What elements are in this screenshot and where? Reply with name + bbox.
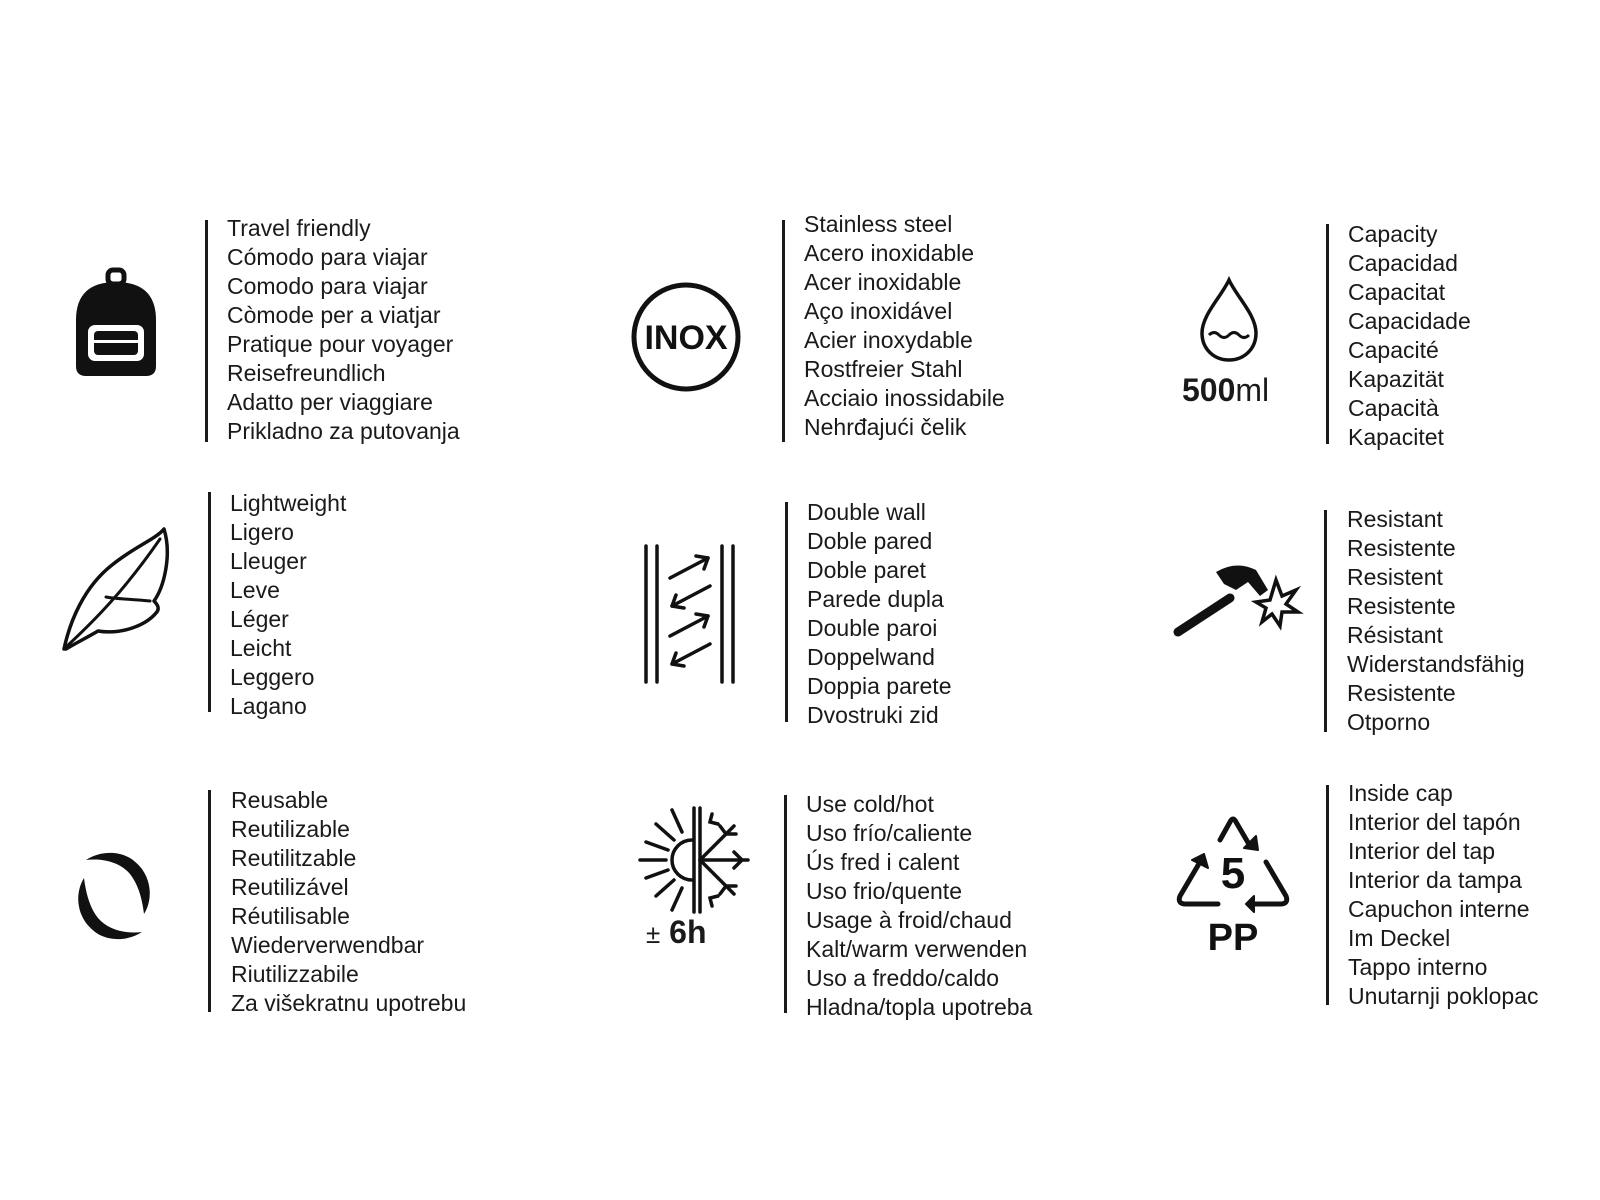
inox-text: INOX xyxy=(644,319,728,357)
water-drop-icon xyxy=(1199,277,1259,363)
label-line: Uso frío/caliente xyxy=(806,820,973,846)
label-line: Ús fred i calent xyxy=(806,849,960,875)
label-line: Lleuger xyxy=(230,548,307,574)
label-line: Doppia parete xyxy=(807,673,952,699)
label-line: Im Deckel xyxy=(1348,925,1451,951)
label-line: Resistant xyxy=(1347,506,1443,532)
label-line: Adatto per viaggiare xyxy=(227,389,433,415)
label-line: Acier inoxydable xyxy=(804,327,973,353)
label-line: Reutilitzable xyxy=(231,845,357,871)
label-line: Inside cap xyxy=(1348,780,1453,806)
label-line: Otporno xyxy=(1347,709,1431,735)
label-line: Capacidad xyxy=(1348,250,1458,276)
label-line: Capacitat xyxy=(1348,279,1446,305)
label-line: Lightweight xyxy=(230,490,347,516)
label-line: Use cold/hot xyxy=(806,791,934,817)
label-line: Resistent xyxy=(1347,564,1443,590)
reuse-cycle-icon xyxy=(68,850,160,942)
label-line: Unutarnji poklopac xyxy=(1348,983,1539,1009)
label-line: Capacità xyxy=(1348,395,1439,421)
label-line: Rostfreier Stahl xyxy=(804,356,963,382)
label-line: Wiederverwendbar xyxy=(231,932,425,958)
label-line: Doppelwand xyxy=(807,644,935,670)
label-line: Léger xyxy=(230,606,289,632)
duration-caption xyxy=(646,914,707,951)
label-line: Reutilizável xyxy=(231,874,349,900)
label-line: Reisefreundlich xyxy=(227,360,386,386)
label-line: Capacidade xyxy=(1348,308,1471,334)
label-line: Kapazität xyxy=(1348,366,1444,392)
label-line: Interior del tapón xyxy=(1348,809,1521,835)
double-wall-icon xyxy=(642,544,738,684)
recycle-pp-5-icon xyxy=(1170,800,1296,960)
label-line: Riutilizzabile xyxy=(231,961,359,987)
label-line: Capuchon interne xyxy=(1348,896,1530,922)
label-line: Capacité xyxy=(1348,337,1439,363)
label-line: Interior del tap xyxy=(1348,838,1496,864)
label-line: Hladna/topla upotreba xyxy=(806,994,1033,1020)
recycle-number: 5 xyxy=(1220,849,1246,898)
label-line: Resistente xyxy=(1347,593,1456,619)
label-line: Doble pared xyxy=(807,528,933,554)
label-line: Doble paret xyxy=(807,557,926,583)
label-line: Leve xyxy=(230,577,280,603)
label-line: Kapacitet xyxy=(1348,424,1444,450)
label-line: Prikladno za putovanja xyxy=(227,418,460,444)
capacity-unit: ml xyxy=(1235,372,1270,408)
label-line: Reusable xyxy=(231,787,329,813)
label-line: Nehrđajući čelik xyxy=(804,414,967,440)
plus-minus-sign: ± xyxy=(646,919,661,949)
capacity-caption xyxy=(1182,372,1269,409)
label-line: Réutilisable xyxy=(231,903,350,929)
label-line: Travel friendly xyxy=(227,215,371,241)
label-line: Ligero xyxy=(230,519,294,545)
label-line: Widerstandsfähig xyxy=(1347,651,1525,677)
duration-text: 6h xyxy=(669,914,707,950)
label-line: Dvostruki zid xyxy=(807,702,939,728)
label-line: Tappo interno xyxy=(1348,954,1488,980)
label-line: Uso frio/quente xyxy=(806,878,962,904)
label-line: Reutilizable xyxy=(231,816,350,842)
label-line: Usage à froid/chaud xyxy=(806,907,1012,933)
label-line: Acciaio inossidabile xyxy=(804,385,1005,411)
label-line: Leicht xyxy=(230,635,292,661)
label-line: Acero inoxidable xyxy=(804,240,975,266)
label-line: Cómodo para viajar xyxy=(227,244,428,270)
hammer-impact-icon xyxy=(1172,560,1298,640)
label-line: Stainless steel xyxy=(804,211,953,237)
label-line: Resistente xyxy=(1347,535,1456,561)
label-line: Za višekratnu upotrebu xyxy=(231,990,467,1016)
label-line: Acer inoxidable xyxy=(804,269,962,295)
label-line: Kalt/warm verwenden xyxy=(806,936,1028,962)
label-line: Parede dupla xyxy=(807,586,944,612)
label-line: Leggero xyxy=(230,664,315,690)
label-line: Aço inoxidável xyxy=(804,298,953,324)
material-code: PP xyxy=(1207,917,1259,959)
feather-icon xyxy=(60,525,172,653)
capacity-number: 500 xyxy=(1182,372,1236,408)
backpack-icon xyxy=(76,270,156,378)
label-line: Double paroi xyxy=(807,615,938,641)
label-line: Còmode per a viatjar xyxy=(227,302,441,328)
label-line: Comodo para viajar xyxy=(227,273,428,299)
label-line: Resistente xyxy=(1347,680,1456,706)
label-line: Lagano xyxy=(230,693,307,719)
label-line: Pratique pour voyager xyxy=(227,331,454,357)
label-line: Résistant xyxy=(1347,622,1443,648)
inox-icon xyxy=(631,282,741,392)
label-line: Capacity xyxy=(1348,221,1438,247)
label-line: Uso a freddo/caldo xyxy=(806,965,1000,991)
label-line: Double wall xyxy=(807,499,926,525)
sun-snowflake-icon xyxy=(636,806,752,914)
label-line: Interior da tampa xyxy=(1348,867,1522,893)
